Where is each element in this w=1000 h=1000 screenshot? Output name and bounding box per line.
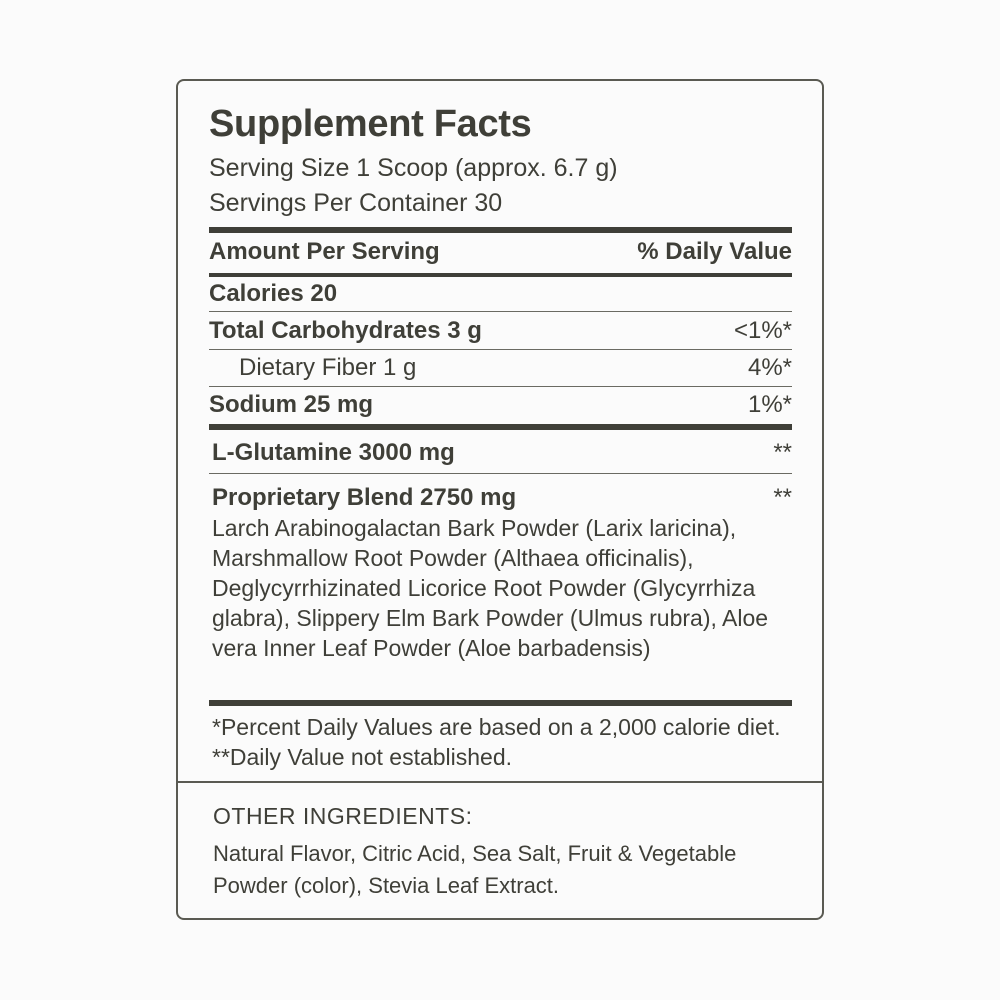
medium-rule: [209, 273, 792, 277]
thick-rule: [209, 700, 792, 706]
supplement-facts-label: [176, 79, 824, 920]
other-ingredients-heading: OTHER INGREDIENTS:: [213, 803, 473, 829]
amount-per-serving-label: Amount Per Serving: [209, 238, 440, 265]
thin-rule: [209, 473, 792, 474]
nutrient-name: Total Carbohydrates 3 g: [209, 317, 482, 344]
daily-value-label: % Daily Value: [637, 238, 792, 265]
thin-rule: [209, 386, 792, 387]
nutrient-name: Sodium 25 mg: [209, 391, 374, 418]
nutrient-name: Dietary Fiber 1 g: [239, 354, 417, 381]
nutrient-dv: **: [773, 484, 792, 511]
servings-per-container: Servings Per Container 30: [209, 189, 503, 217]
label-title: Supplement Facts: [209, 103, 532, 145]
nutrient-dv: 1%*: [747, 391, 792, 418]
thick-rule: [209, 227, 792, 233]
daily-value-footnote: *Percent Daily Values are based on a 2,000 calorie diet. **Daily Value not established.: [212, 714, 781, 770]
nutrient-name: L-Glutamine 3000 mg: [212, 439, 455, 466]
thick-rule: [209, 424, 792, 430]
nutrient-dv: 4%*: [747, 354, 792, 381]
section-divider: [178, 781, 822, 783]
thin-rule: [209, 311, 792, 312]
nutrient-name: Proprietary Blend 2750 mg: [212, 484, 517, 511]
serving-size: Serving Size 1 Scoop (approx. 6.7 g): [209, 154, 618, 182]
thin-rule: [209, 349, 792, 350]
nutrient-name: Calories 20: [209, 280, 338, 307]
other-ingredients-text: Natural Flavor, Citric Acid, Sea Salt, Fruit & Vegetable Powder (color), Stevia Leaf Extract.: [213, 841, 737, 898]
nutrient-dv: <1%*: [733, 317, 792, 344]
nutrient-dv: **: [773, 439, 792, 466]
blend-ingredients: Larch Arabinogalactan Bark Powder (Larix laricina), Marshmallow Root Powder (Althaea officinalis), Deglycyrrhizinated Licorice Root Powder (Glycyrrhiza glabra), Slippery Elm Bark Powder (Ulmus rubra), Aloe vera Inner Leaf Powder (Aloe barbadensis): [212, 515, 769, 661]
